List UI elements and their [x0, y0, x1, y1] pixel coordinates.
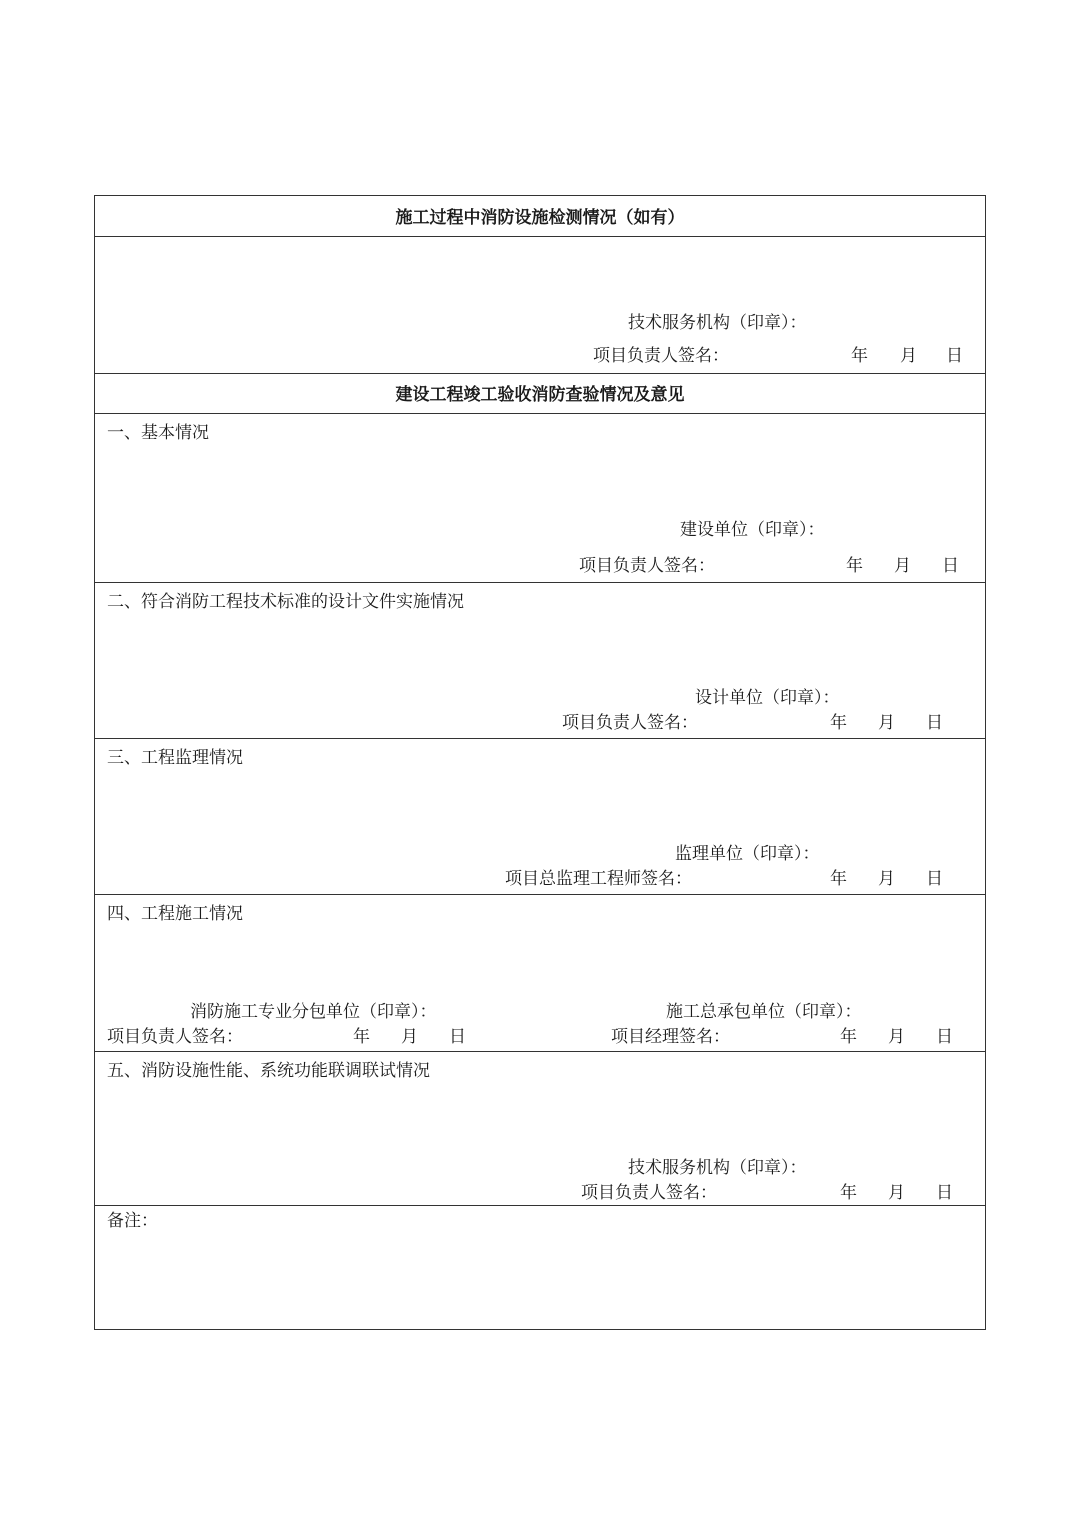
- date-month: 月: [401, 1027, 418, 1047]
- date-year: 年: [846, 556, 863, 576]
- section-construction: [95, 894, 985, 1051]
- tech-service-org-seal-label: 技术服务机构（印章）：: [628, 1158, 807, 1178]
- section-remarks: [95, 1205, 985, 1328]
- section-supervision: [95, 738, 985, 894]
- section-detection: [95, 236, 985, 373]
- date-year: 年: [353, 1027, 370, 1047]
- date-year: 年: [830, 869, 847, 889]
- section-system-test-label: 五、消防设施性能、系统功能联调联试情况: [107, 1061, 430, 1081]
- section-header-acceptance: [95, 373, 985, 413]
- date-month: 月: [878, 713, 895, 733]
- project-leader-sign-label: 项目负责人签名：: [593, 346, 729, 366]
- date-year: 年: [840, 1027, 857, 1047]
- header-acceptance-title: 建设工程竣工验收消防查验情况及意见: [395, 385, 685, 405]
- date-day: 日: [942, 556, 959, 576]
- acceptance-form: [94, 195, 986, 1330]
- date-day: 日: [926, 869, 943, 889]
- project-leader-sign-label: 项目负责人签名：: [581, 1183, 717, 1203]
- section-system-test: [95, 1051, 985, 1205]
- date-day: 日: [926, 713, 943, 733]
- section-supervision-label: 三、工程监理情况: [107, 748, 243, 768]
- project-leader-sign-label: 项目负责人签名：: [562, 713, 698, 733]
- project-leader-sign-label: 项目负责人签名：: [579, 556, 715, 576]
- date-year: 年: [830, 713, 847, 733]
- section-basic-info: [95, 413, 985, 582]
- chief-supervisor-sign-label: 项目总监理工程师签名：: [505, 869, 692, 889]
- date-year: 年: [851, 346, 868, 366]
- subcontractor-seal-label: 消防施工专业分包单位（印章）：: [190, 1002, 437, 1022]
- tech-service-org-seal-label: 技术服务机构（印章）：: [628, 313, 807, 333]
- construction-unit-seal-label: 建设单位（印章）：: [680, 520, 825, 540]
- project-manager-sign-label: 项目经理签名：: [611, 1027, 730, 1047]
- design-unit-seal-label: 设计单位（印章）：: [695, 688, 840, 708]
- section-construction-label: 四、工程施工情况: [107, 904, 243, 924]
- supervision-unit-seal-label: 监理单位（印章）：: [675, 844, 820, 864]
- section-design-implementation: [95, 582, 985, 738]
- header-detection-title: 施工过程中消防设施检测情况（如有）: [395, 208, 685, 228]
- date-month: 月: [878, 869, 895, 889]
- date-day: 日: [936, 1183, 953, 1203]
- date-day: 日: [946, 346, 963, 366]
- date-day: 日: [449, 1027, 466, 1047]
- date-month: 月: [894, 556, 911, 576]
- section-header-detection: [95, 196, 985, 236]
- general-contractor-seal-label: 施工总承包单位（印章）：: [666, 1002, 862, 1022]
- date-month: 月: [888, 1183, 905, 1203]
- section-basic-info-label: 一、基本情况: [107, 423, 209, 443]
- remarks-label: 备注：: [107, 1211, 158, 1231]
- date-month: 月: [888, 1027, 905, 1047]
- section-design-implementation-label: 二、符合消防工程技术标准的设计文件实施情况: [107, 592, 464, 612]
- date-year: 年: [840, 1183, 857, 1203]
- date-day: 日: [936, 1027, 953, 1047]
- project-leader-sign-label: 项目负责人签名：: [107, 1027, 243, 1047]
- date-month: 月: [900, 346, 917, 366]
